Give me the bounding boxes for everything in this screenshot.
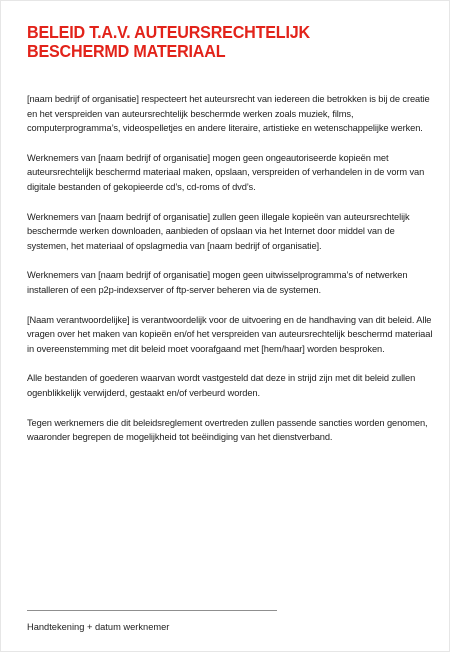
signature-line xyxy=(27,610,277,611)
paragraph-removal: Alle bestanden of goederen waarvan wordt vastgesteld dat deze in strijd zijn met dit beleid zullen ogenblikkelijk verwijderd, gestaakt en/of verbeurd worden. xyxy=(27,373,416,398)
title-line-1: BELEID T.A.V. AUTEURSRECHTELIJK xyxy=(27,22,310,42)
paragraph-no-illegal-downloads: Werknemers van [naam bedrijf of organisatie] zullen geen illegale kopieën van auteursrechtelijk beschermde werken downloaden, aanbieden of opslaan via het Internet door middel van de systemen, het materiaal of opslagmedia van [naam bedrijf of organisatie]. xyxy=(27,211,410,251)
title-line-2: BESCHERMD MATERIAAL xyxy=(27,41,226,61)
paragraph-responsible-person: [Naam verantwoordelijke] is verantwoordelijk voor de uitvoering en de handhaving van dit beleid. Alle vragen over het maken van kopieën en/of het verspreiden van auteursrechtelijk beschermd materiaal in overeenstemming met dit beleid moet voorafgaand met [hem/haar] worden besproken. xyxy=(27,314,433,354)
document-body xyxy=(27,92,437,460)
paragraph-sanctions: Tegen werknemers die dit beleidsreglement overtreden zullen passende sancties worden genomen, waaronder begrepen de mogelijkheid tot beëindiging van het dienstverband. xyxy=(27,417,428,443)
paragraph-no-unauthorized-copies: Werknemers van [naam bedrijf of organisatie] mogen geen ongeautoriseerde kopieën met auteursrechtelijk beschermd materiaal maken, opslaan, verspreiden of verhandelen in de vorm van digitale bestanden of gekopieerde cd’s, cd-roms of dvd’s. xyxy=(27,152,425,192)
signature-label: Handtekening + datum werknemer xyxy=(27,622,170,632)
document-title xyxy=(27,23,310,61)
paragraph-copyright-respect: [naam bedrijf of organisatie] respecteert het auteursrecht van iedereen die betrokken is bij de creatie en het verspreiden van auteursrechtelijk beschermde werken zoals muziek, films, computerprogramma’s, videospelletjes en andere literaire, artistieke en wetenschappelijke werken. xyxy=(27,94,430,134)
paragraph-no-p2p: Werknemers van [naam bedrijf of organisatie] mogen geen uitwisselprogramma’s of netwerken installeren of een p2p-indexserver of ftp-server beheren via de systemen. xyxy=(27,270,408,295)
